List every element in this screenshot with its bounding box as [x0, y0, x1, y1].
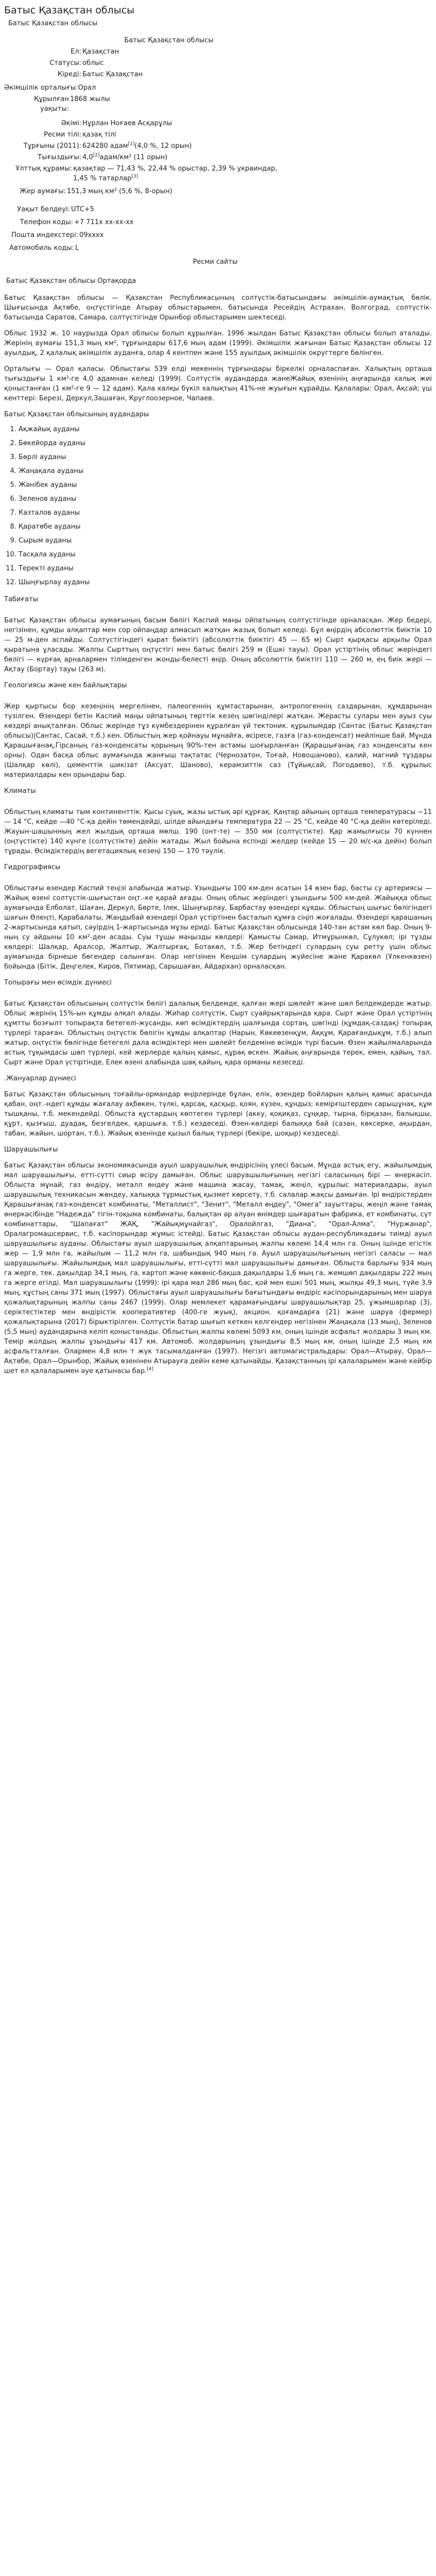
infobox-row-carcode — [4, 243, 292, 253]
economy-paragraph: Батыс Қазақстан облысы экономикасында ауыл шаруашылық өндірісінің үлесі басым. Мұнда астық егу, жайылымдық мал шаруашылығы, етті-сүтті сиыр өсіру дамыған. Облыс шаруашылығының негізгі саласының бірі — өнеркәсіп. Облыста мұнай, газ өндіру, металл өндеу және машина жасау, тамақ, жеңіл, құрылыс материалдары, ауыл шаруашылық техникасын жөндеу, халыққа тұрмыстық қызмет көрсету, т.б. салалар жақсы дамыған. Ірі өндірістерден Қарашығанақ газ-конденсат комбинаты, "Металлист", "Зенит", "Металл өңдеу", "Омега" зауыттары, жеңіл және тамақ өнеркәсібінде "Надежда" тігін-тоқыма комбинаты, балықтан әр алуан өнімдер шығаратын фабрика, ет комбинаты, сүт комбинаттары, "Шапағат" ЖАҚ, "Жайықмұнайгаз", Оралойлгаз, "Диана", "Орал-Алма", "Нуржанар", Оралагромашсервис, т.б. кәсіпорындар жұмыс істейді. Батыс Қазақстан облысы аудан-республикадағы тиімді ауыл шаруашылығы ауданы. Облыстағы ауыл шаруашылық алқаптарының жалпы көлемі 14,4 млн га. Оның ішінде егістік жер — 1,9 млн га, жайылым — 11,2 млн га, шабындық 940 мың га. Ауыл шаруашылығының негізгі саласы — мал шаруашылығы. Жайылымдық мал шаруашылығы, етті-сүтті мал шаруашылығы дамыған. Облыста барлығы 934 мың га жерге, тек. дақылдар 34,1 мың. га, картоп және көкөніс-бақша дақылдары 1,6 мың га, жемшөп дақылдары 222 мың га жерге егілді. Мал шаруашылығы (1999): ірі қара мал 286 мың бас, қой мен ешкі 501 мың, жылқы 49,3 мың, түйе 3,9 мың, құстың саны 371 мың (1997). Облыстағы ауыл шаруашылығы бағытындағы өндіріс кәсіпорындарының мен шаруа қожалықтарының жалпы саны 2467 (1999). Олар мемлекет қарамағындағы шаруашылықтар 25, ұжымшарлар (3), серіктестіктер мен өндірістік кооперативтер (400-ге жуық), акцион. қоғамдарға (21) және шаруа (фермер) қожалықтарына (2017) бірыктірілген. Солтүстік батар шығып кеткен келгендер негізінен Жаңақала (13 мың), Зеленов (5,5 мың) аудандарына келіп қоныстанады. Облыстың жалпы көлемі 5093 км, оның ішінде асфальт жолдары 3 мың км. Темір жолдың жалпы ұзындығы 417 км. Автомоб. жолдарының ұзындығы 8,5 мың км, оның ішінде 2,5 мың км асфальтталған. Олармен 4,8 млн т жүк тасымалданған (1997). Негізгі автомагистральдары: Орал—Атырау, Орал—Ақтөбе, Орал—Орынбор, Жайық өзенінен Атырауға дейін кеме қатынайды. Қазақстанның ірі қалаларымен және кейбір шет ел қалаларымен әуе қатынасы бар. — [4, 1162, 432, 1375]
list-item[interactable]: 10. Тасқала ауданы — [19, 550, 432, 560]
climate-paragraph: Облыстың климаты тым континенттік. Қысы суық, жазы ыстық әрі құрғақ. Қаңтар айының орташа температурасы −11 — 14 °С, кейде —40 °С-қа дейін төмендейді, шілде айындағы температура 22 — 25 °С, кейде 40 °С-қа дейін көтеріледі. Жауын-шашынның жел жылдық орташа мөлш. 190 (онт-те) — 350 мм (солтүстікте). Қар жамылғысы 70 күннен (оңтүстікте) 140 күнге (солтүстікте) дейін жатады. Жыл бойына еспінді желдер (кейде 15 — 20 м/с-қа дейін) болып тұрады. Өсімдіктердің вегетациялық кезеңі 150 — 170 тәулік. — [4, 808, 432, 855]
capital-caption: Батыс Қазақстан облысы Ортақорда — [6, 277, 136, 285]
infobox-value: қазақтар — 71,43 %, 22,44 % орыстар, 2,39 % украиндар, 1,45 % татарлар — [73, 165, 277, 182]
list-item[interactable]: 2. Бөкейорда ауданы — [19, 438, 432, 448]
infobox-key: Құрылған уақыты: — [34, 95, 69, 113]
infobox-key: Пошта индекстері: — [11, 231, 78, 239]
list-item[interactable]: 9. Сырым ауданы — [19, 536, 432, 546]
list-item[interactable]: 3. Бөрлі ауданы — [19, 452, 432, 462]
nature-paragraph: Батыс Қазақстан облысы аумағының басым бөлігі Каспий маңы ойпатының солтүстігінде орналасқан. Жер бедері, негізінен, құмды алқаптар мен сор ойпаңдар алмасып жатқан жазық болып келеді. Бұл өңірдің абсолюттік биіктік 10 — 25 м-ден аспайды. Солтүстігіндегі қырат биіктігі (абсолюттік биіктігі 45 — 65 м) Сырт қырқасы арқылы Орал қыратына ұласады. Жалпы Сырттың оңтүстігі мен батыс бөлігі 259 м (Ешкі тауы). Орал үстіртінің облыс жеріндегі бөлігі — күрғақ арналармен тілімденген жонды-белесті өңір. Оның абсолюттік биіктігі 110 — 260 м, ең биік жері — Ақтау (Бортау) тауы (263 м). — [4, 617, 432, 673]
list-item[interactable]: 7. Казталов ауданы — [19, 508, 432, 518]
official-website-link[interactable]: Ресми сайты — [193, 258, 238, 266]
list-item[interactable]: 5. Жәнібек ауданы — [19, 480, 432, 490]
infobox-row-akim — [4, 118, 292, 128]
intro-paragraph-2: Облыс 1932 ж. 10 наурызда Орал облысы болып құрылған. 1996 жылдан Батыс Қазақстан облысы болып аталады. Жерінің аумағы 151,3 мың км², тұрғындары 617,6 мың адам (1999). Әкімшілік жағынан Батыс Қазақстан облысы 12 ауылдық, 2 қалалық әкімшілік ауданға, олар 4 кентпен және 155 ауылдық әкімшілік округтерге бөлінген. — [4, 330, 432, 357]
infobox-key: Кіреді: — [57, 71, 81, 78]
infobox-value-link[interactable]: облыс — [82, 59, 104, 67]
districts-list — [4, 425, 432, 587]
footnote-link[interactable]: [3] — [131, 174, 138, 179]
page-subtitle: Батыс Қазақстан облысы — [8, 20, 98, 27]
infobox-key: Ел: — [71, 48, 81, 56]
footnote-link[interactable]: [1] — [128, 141, 135, 147]
section-heading-fauna: .Жануарлар дүниесі — [4, 1075, 76, 1082]
infobox-value: 1868 жылы — [70, 95, 110, 103]
section-heading-hydrography: Гидрографиясы — [4, 863, 61, 871]
infobox-value-link[interactable]: UTC+5 — [71, 206, 94, 213]
list-item[interactable]: 1. Ақжайық ауданы — [19, 425, 432, 434]
section-heading-geology: Геологиясы және кен байлықтары — [4, 682, 127, 689]
infobox-header: Батыс Қазақстан облысы — [124, 37, 214, 44]
infobox-row-country — [4, 47, 292, 57]
soil-paragraph: Батыс Қазақстан облысының солтүстік бөлігі далалық белдемде, қалған жері шөлейт және шөл белдемдерде жатыр. Облыс жерінің 15%-ын құмды алқап алады. Жиһар солтүстік, Сырт суайрықтарында қара. Сырт және Орал үстіртінің құмтты бозғылт топырақта бетегелі-жусанды, көп өсімдіктердің шалғында сортаң, шөгінді (құмдақ-саздақ) топырақ түрлері тараған. Облыстың оңтүстік бөлігін құмды алқаптар (Нарын, Көкеөзенқұм, Аққұм, Қарағандықұм, т.б.) алып жатыр. оңтүстік бөлігінде бетегелі дала өсімдіктері мен шөлейт белдеміне өсімдік түрі басым. Өзен жайылмаларында астық тұқымдасы шөп түрлері, кей жерлерде қалың қамыс, құрақ өскен. Жайық аңғарында терек, емен, қайың, тал. Сырт және Орал үстіртінде, Елек өзені алабында шақ қайың, қара орманы кезеседі. — [4, 1000, 432, 1066]
infobox-row-area — [4, 187, 292, 196]
infobox-value-link[interactable]: Қазақстан — [82, 48, 119, 56]
infobox-value-link[interactable]: қазақ тілі — [82, 131, 116, 139]
infobox-row-ethnic — [4, 164, 292, 183]
infobox-row-capital — [4, 83, 292, 93]
infobox-key: Телефон коды: — [20, 218, 73, 226]
infobox-value: 09xxxx — [79, 231, 104, 239]
infobox-value: 4,0 — [82, 154, 93, 161]
districts-heading: Батыс Қазақстан облысының аудандары — [4, 411, 149, 418]
infobox-row-status — [4, 58, 292, 68]
infobox-value-link[interactable]: Нұрлан Ноғаев Асқарұлы — [82, 120, 172, 127]
footnote-link[interactable]: [4] — [147, 1366, 153, 1372]
infobox-key: Статусы: — [49, 59, 81, 67]
section-heading-nature: Табиғаты — [4, 596, 38, 603]
infobox-key: Ұлттық құрамы: — [15, 165, 72, 173]
section-heading-soil: Топырағы мен өсімдік дүниесі — [4, 979, 112, 987]
fauna-paragraph: Батыс Қазақстан облысының тоғайлы-ормандар өңірлерінде бұлан, елік, өзендер бойларын қалың қамыс арасында қабан, оңт.-ндегі құмды жағалау ақбөкен, түлкі, қарсақ, қасқыр, қоян, күзен, құндыз; кемірғіштерден сарышұнақ, құм тышқаны, т.б. мекендейді. Облыста құстардың көптеген түрлері (акку, қоқиқаз, сұңқар, тырна, бірқазан, балықшы, құрт, қызғыш, дуадақ, безгелдек, қаршыға, т.б.) кездеседі. Өзен-көлдері балыққа бай (сазан, көксерке, ақырдан, табан, жайын, шортан, т.б.). Жайық өзенінде қызыл балық түрлері (бекіре, шоқыр) кездеседі. — [4, 1091, 432, 1138]
infobox-key: Тұрғыны (2011): — [23, 142, 81, 150]
infobox-value-link[interactable]: Батыс Қазақстан — [82, 71, 143, 78]
infobox-row-language — [4, 130, 292, 140]
infobox-key: Уақыт белдеуі: — [17, 206, 70, 213]
infobox-value: +7 711x xx-xx-xx — [74, 218, 134, 226]
section-heading-climate: Климаты — [4, 787, 36, 795]
infobox-row-population — [4, 141, 292, 151]
infobox-value: (4,0 %, 12 орын) — [134, 142, 192, 150]
infobox-key: Жер аумағы: — [19, 188, 66, 195]
list-item[interactable]: 12. Шыңғырлау ауданы — [19, 578, 432, 587]
list-item[interactable]: 6. Зеленов ауданы — [19, 494, 432, 504]
infobox-key: Автомобиль коды: — [9, 244, 74, 252]
hydrography-paragraph: Облыстағы өзендер Каспий теңізі алабында жатыр. Ұзындығы 100 км-ден асатын 14 өзен бар, басты су артериясы — Жайық өзені солтүстік-шығыстан оңт.-ке қарай ағады. Оның облыс жеріндегі ұзындығы 500 км-дей. Жайыққа облыс аумағында Елболат, Шаған, Деркул, Бөрте, Ілек, Шыңғырлау, Барбастау өзендері құяды. Облыстың шығыс бөлігіндегі шағын Өлеңті, Қарабалаты, Жаңдыбай өзендері Орал үстіртінен басталып құмға сіңіп жоғалады. Өзендері қарашаның 2-жартысында қатып, сәуірдің 1-жартысында мұзы ериді. Батыс Қазақстан облысында 140-тан астам көл бар. Оның 9-ның су айдыны 10 км²-ден асады. Суы тұщы маңызды көлдері: Қамысты Самар, Итмұрынкөл, Сұлукөл; ірі тұзды көлдері: Шалқар, Аралсор, Жалтыр, Жалтырғақ, Ботакөл, т.б. Жер бетіндегі сулардың суы ретту үшін облыс аумағында бірнеше бөгендер салынған. Олар негізінен Кеңшім сулардың жүйесіне және Қаракөл (Ұлкенкөзен) бойында (Бітік, Деңгелек, Киров, Пятимар, Сарышаған, Айдархан) орналасқан. — [4, 885, 432, 971]
footnote-link[interactable]: [2] — [93, 152, 100, 158]
list-item[interactable]: 8. Қаратөбе ауданы — [19, 522, 432, 532]
infobox-value: 151,3 мың км² (5,6 %, 8-орын) — [67, 188, 172, 195]
infobox-key: Ресми тілі: — [44, 131, 81, 139]
section-heading-economy: Шаруашылығы — [4, 1146, 58, 1154]
infobox-value: L — [75, 244, 79, 252]
infobox-row-postcode — [4, 230, 292, 240]
page-title: Батыс Қазақстан облысы — [4, 5, 135, 16]
infobox-key: Әкімі: — [61, 120, 81, 127]
infobox-key: Тығыздығы: — [38, 154, 81, 161]
infobox — [4, 36, 292, 267]
list-item[interactable]: 11. Теректі ауданы — [19, 564, 432, 573]
geology-paragraph: Жер қыртысы бор кезеңінің мергелінен, палеогеннің құмтастарынан, антропогеннің саздарынан, құмдарынан түзілген. Өзендері бетін Каспий маңы ойпатының төрттік кезең шөгінділері жатқан. Жерасты сулары мен ауыз суы көздері анықталған. Облыс жерінде тұз күмбездерінен құралған үй тектоник. құрылымдар (Сантас (Батыс Қазақстан облысы)|Сантас, Сасай, т.б.) кен. Облыстың жер қойнауы мұнайға, өсіресе, газға (газ-конденсат) мейлінше бай. Мұнда Қарашығанақ,Гірсаның газ-конденсаты қорының 90%-тен астамы шоғырланған (Қарашығанақ газ конденсаты кен орны). Одан басқа облыс аумағында жанғыш тақтатас (Чернозатон, Тоғай, Новошаново), калий, магний тұздары (Шалқар көлі), цементтік шикізат (Аксуат, Шаново), керамзиттік саз (Тұйықсай, Погодаево), т.б. құрылыс материалдары кен орындары бар. — [4, 703, 432, 779]
infobox-value-link[interactable]: Орал — [78, 84, 96, 92]
infobox-row-density — [4, 152, 292, 162]
infobox-value: 624280 адам — [82, 142, 128, 150]
intro-paragraph-1: Батыс Қазақстан облысы — Қазақстан Республикасының солтүстік-батысындағы әкімшілік-аумақтық бөлік. Шығысында Ақтөбе, оңтүстігінде Атырау облыстарымен, батысында Ресейдің Астрахан, Волгоград, солтүстік-батысында Саратов, Самара, солтүстігінде Орынбор облыстарымен шектеседі. — [4, 294, 432, 321]
infobox-key: Әкімшілік орталығы: — [4, 84, 78, 92]
infobox-row-founded — [4, 94, 292, 114]
intro-paragraph-3: Орталығы — Орал қаласы. Облыстағы 539 елді мекеннің тұрғындары біркелкі орналаспаған. Халықтың орташа тығыздығы 1 км²-ге 4,0 адамнан келеді (1999). Солтүстік аудандарда жанеЖайық өзенінің аңғарында халық жиі қоныстанған (1 км²-ге 9 — 12 адам). Қала халқы бүкіл халықтың 41%-не жуығын құрайды. Қалалары: Орал, Ақсай; үш кенттері: Березі, Деркул,Зашаған, Круглоозерное, Чапаев. — [4, 365, 432, 402]
infobox-value: адам/км² (11 орын) — [99, 154, 168, 161]
infobox-row-region — [4, 70, 292, 79]
list-item[interactable]: 4. Жаңақала ауданы — [19, 466, 432, 476]
infobox-row-phone — [4, 217, 292, 227]
infobox-row-timezone — [4, 205, 292, 214]
